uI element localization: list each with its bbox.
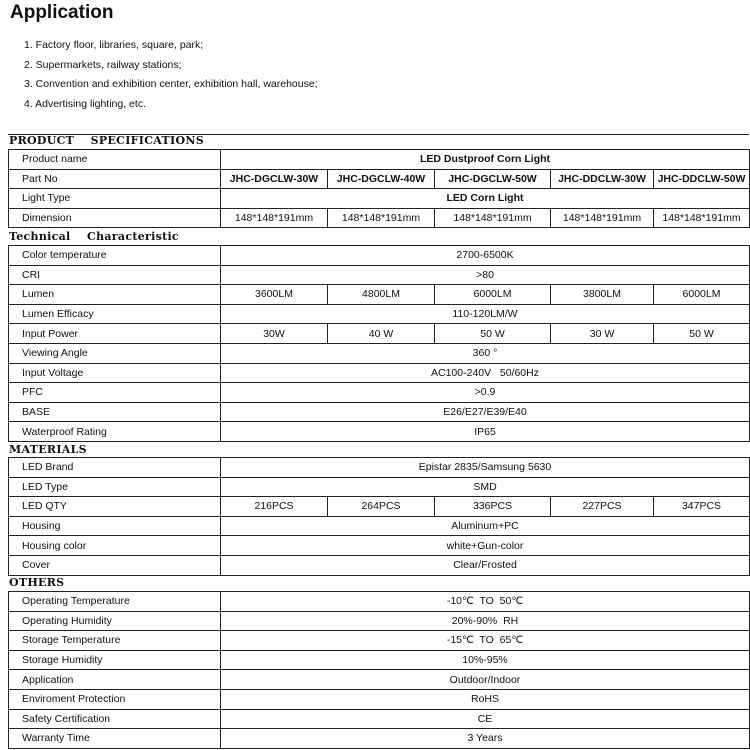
table-row — [9, 343, 750, 363]
others-table — [8, 591, 750, 749]
dimension-cell: 148*148*191mm — [221, 208, 328, 228]
section-heading-materials: MATERIALS — [9, 443, 87, 456]
row-value: RoHS — [221, 689, 750, 709]
row-label: Enviroment Protection — [9, 689, 221, 709]
row-label: LED Brand — [9, 458, 221, 478]
table-row — [9, 383, 750, 403]
input-power-cell: 30 W — [551, 324, 654, 344]
section-heading-technical: Technical Characteristic — [9, 230, 179, 243]
table-row — [9, 324, 750, 344]
table-row — [9, 670, 750, 690]
application-title: Application — [10, 2, 114, 23]
row-label: Viewing Angle — [9, 343, 221, 363]
row-label: Part No — [9, 169, 221, 189]
table-row — [9, 363, 750, 383]
input-power-cell: 30W — [221, 324, 328, 344]
row-value: 360 ° — [221, 343, 750, 363]
row-value: white+Gun-color — [221, 536, 750, 556]
table-row — [9, 208, 750, 228]
row-label: Application — [9, 670, 221, 690]
row-label: Safety Certification — [9, 709, 221, 729]
lumen-cell: 3800LM — [551, 285, 654, 305]
row-label: Light Type — [9, 189, 221, 209]
table-row — [9, 477, 750, 497]
part-no-cell: JHC-DDCLW-50W — [654, 169, 750, 189]
row-value: 10%-95% — [221, 650, 750, 670]
table-row — [9, 285, 750, 305]
table-row — [9, 650, 750, 670]
row-value: CE — [221, 709, 750, 729]
row-value: Epistar 2835/Samsung 5630 — [221, 458, 750, 478]
led-qty-cell: 227PCS — [551, 497, 654, 517]
input-power-cell: 40 W — [328, 324, 435, 344]
table-row — [9, 555, 750, 575]
part-no-cell: JHC-DGCLW-50W — [435, 169, 551, 189]
row-label: Product name — [9, 150, 221, 170]
row-label: Input Voltage — [9, 363, 221, 383]
table-row — [9, 246, 750, 266]
table-row — [9, 709, 750, 729]
row-label: Operating Humidity — [9, 611, 221, 631]
row-label: BASE — [9, 402, 221, 422]
table-row — [9, 536, 750, 556]
table-row — [9, 592, 750, 612]
dimension-cell: 148*148*191mm — [328, 208, 435, 228]
table-row — [9, 729, 750, 749]
light-type-value: LED Corn Light — [221, 189, 750, 209]
row-value: >0.9 — [221, 383, 750, 403]
lumen-cell: 4800LM — [328, 285, 435, 305]
row-label: Operating Temperature — [9, 592, 221, 612]
row-label: LED QTY — [9, 497, 221, 517]
table-row — [9, 689, 750, 709]
row-label: Storage Temperature — [9, 631, 221, 651]
row-label: PFC — [9, 383, 221, 403]
row-label: Housing color — [9, 536, 221, 556]
row-value: E26/E27/E39/E40 — [221, 402, 750, 422]
table-row — [9, 169, 750, 189]
application-item: 2. Supermarkets, railway stations; — [24, 58, 182, 71]
input-power-cell: 50 W — [435, 324, 551, 344]
row-value: 3 Years — [221, 729, 750, 749]
row-label: Cover — [9, 555, 221, 575]
table-row — [9, 422, 750, 442]
lumen-cell: 3600LM — [221, 285, 328, 305]
row-value: >80 — [221, 265, 750, 285]
row-label: Input Power — [9, 324, 221, 344]
table-row — [9, 631, 750, 651]
row-value: AC100-240V 50/60Hz — [221, 363, 750, 383]
row-value: IP65 — [221, 422, 750, 442]
table-row — [9, 304, 750, 324]
row-value: -15℃ TO 65℃ — [221, 631, 750, 651]
row-label: Warranty Time — [9, 729, 221, 749]
led-qty-cell: 216PCS — [221, 497, 328, 517]
dimension-cell: 148*148*191mm — [551, 208, 654, 228]
application-item: 1. Factory floor, libraries, square, park; — [24, 39, 204, 51]
row-value: 2700-6500K — [221, 246, 750, 266]
table-row — [9, 497, 750, 517]
led-qty-cell: 336PCS — [435, 497, 551, 517]
technical-table — [8, 245, 750, 442]
row-label: Lumen — [9, 285, 221, 305]
part-no-cell: JHC-DGCLW-40W — [328, 169, 435, 189]
product-specs-table — [8, 149, 750, 228]
part-no-cell: JHC-DGCLW-30W — [221, 169, 328, 189]
dimension-cell: 148*148*191mm — [435, 208, 551, 228]
row-value: Aluminum+PC — [221, 516, 750, 536]
table-row — [9, 150, 750, 170]
row-value: SMD — [221, 477, 750, 497]
dimension-cell: 148*148*191mm — [654, 208, 750, 228]
materials-table — [8, 457, 750, 576]
row-label: CRI — [9, 265, 221, 285]
row-value: Clear/Frosted — [221, 555, 750, 575]
product-name-value: LED Dustproof Corn Light — [221, 150, 750, 170]
input-power-cell: 50 W — [654, 324, 750, 344]
table-row — [9, 265, 750, 285]
application-item: 4. Advertising lighting, etc. — [24, 97, 146, 110]
lumen-cell: 6000LM — [435, 285, 551, 305]
led-qty-cell: 347PCS — [654, 497, 750, 517]
row-label: Waterproof Rating — [9, 422, 221, 442]
lumen-cell: 6000LM — [654, 285, 750, 305]
row-value: 20%-90% RH — [221, 611, 750, 631]
part-no-cell: JHC-DDCLW-30W — [551, 169, 654, 189]
section-heading-product: PRODUCT SPECIFICATIONS — [9, 134, 204, 147]
row-label: Lumen Efficacy — [9, 304, 221, 324]
row-label: Housing — [9, 516, 221, 536]
row-label: LED Type — [9, 477, 221, 497]
row-value: -10℃ TO 50℃ — [221, 592, 750, 612]
row-label: Dimension — [9, 208, 221, 228]
row-label: Color temperature — [9, 246, 221, 266]
application-item: 3. Convention and exhibition center, exhibition hall, warehouse; — [24, 78, 318, 90]
section-heading-others: OTHERS — [9, 576, 65, 589]
table-row — [9, 458, 750, 478]
table-row — [9, 611, 750, 631]
row-value: 110-120LM/W — [221, 304, 750, 324]
table-row — [9, 516, 750, 536]
application-list — [24, 36, 318, 114]
row-label: Storage Humidity — [9, 650, 221, 670]
led-qty-cell: 264PCS — [328, 497, 435, 517]
table-row — [9, 402, 750, 422]
table-row — [9, 189, 750, 209]
row-value: Outdoor/Indoor — [221, 670, 750, 690]
